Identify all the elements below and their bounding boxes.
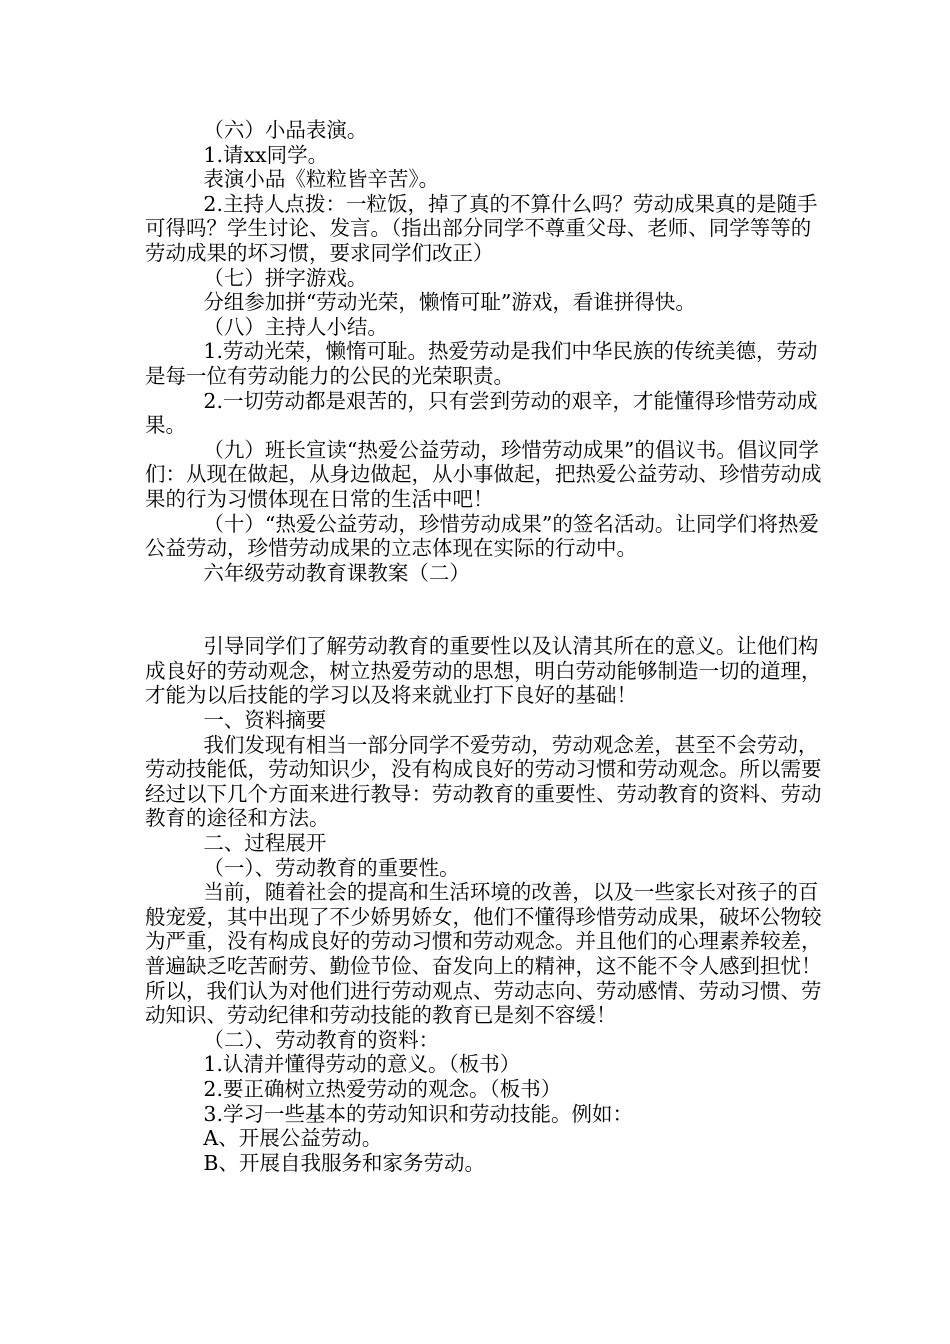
paragraph-signature-activity: （十）“热爱公益劳动，珍惜劳动成果”的签名活动。让同学们将热爱公益劳动，珍惜劳动成果的立志体现在实际的行动中。	[145, 511, 819, 561]
list-item-a: A、开展公益劳动。	[203, 1126, 383, 1151]
document-page	[145, 118, 825, 1175]
paragraph-objective: 引导同学们了解劳动教育的重要性以及认清其所在的意义。让他们构成良好的劳动观念，树立热爱劳动的思想，明白劳动能够制造一切的道理，才能为以后技能的学习以及将来就业打下良好的基础！	[145, 634, 822, 708]
list-item-2: 2.要正确树立热爱劳动的观念。（板书）	[203, 1076, 562, 1101]
heading-importance: （一）、劳动教育的重要性。	[203, 855, 460, 880]
heading-process: 二、过程展开	[203, 831, 327, 856]
paragraph-material-summary: 我们发现有相当一部分同学不爱劳动，劳动观念差，甚至不会劳动，劳动技能低，劳动知识少，没有构成良好的劳动习惯和劳动观念。所以需要经过以下几个方面来进行教导：劳动教育的重要性、劳动教育的资料、劳动教育的途径和方法。	[145, 732, 822, 831]
paragraph-invite-student: 1.请xx同学。	[203, 142, 329, 167]
heading-material-summary: 一、资料摘要	[203, 708, 327, 733]
heading-education-material: （二）、劳动教育的资料：	[203, 1027, 440, 1052]
paragraph-importance: 当前，随着社会的提高和生活环境的改善，以及一些家长对孩子的百般宠爱，其中出现了不少娇男娇女，他们不懂得珍惜劳动成果，破坏公物较为严重，没有构成良好的劳动习惯和劳动观念。并且他们的心理素养较差，普遍缺乏吃苦耐劳、勤俭节俭、奋发向上的精神，这不能不令人感到担忧！所以，我们认为对他们进行劳动观点、劳动志向、劳动感情、劳动习惯、劳动知识、劳动纪律和劳动技能的教育已是刻不容缓！	[145, 880, 822, 1028]
list-item-b: B、开展自我服务和家务劳动。	[203, 1150, 485, 1175]
section-title: 六年级劳动教育课教案（二）	[203, 560, 470, 585]
paragraph-host-summary-heading: （八）主持人小结。	[203, 314, 388, 339]
paragraph-summary-2: 2.一切劳动都是艰苦的，只有尝到劳动的艰辛，才能懂得珍惜劳动成果。	[145, 388, 818, 438]
list-item-1: 1.认清并懂得劳动的意义。（板书）	[203, 1052, 521, 1077]
paragraph-host-guidance: 2.主持人点拨：一粒饭，掉了真的不算什么吗？劳动成果真的是随手可得吗？学生讨论、发言。（指出部分同学不尊重父母、老师、同学等等的劳动成果的坏习惯，要求同学们改正）	[145, 191, 818, 265]
list-item-3: 3.学习一些基本的劳动知识和劳动技能。例如：	[203, 1101, 633, 1126]
paragraph-sketch-heading: （六）小品表演。	[203, 118, 368, 142]
paragraph-word-game-heading: （七）拼字游戏。	[203, 265, 368, 290]
paragraph-proposal: （九）班长宣读“热爱公益劳动，珍惜劳动成果”的倡议书。倡议同学们：从现在做起，从身边做起，从小事做起，把热爱公益劳动、珍惜劳动成果的行为习惯体现在日常的生活中吧！	[145, 437, 822, 511]
paragraph-sketch-title: 表演小品《粒粒皆辛苦》。	[203, 167, 440, 192]
blank-line	[145, 585, 825, 634]
paragraph-summary-1: 1.劳动光荣，懒惰可耻。热爱劳动是我们中华民族的传统美德，劳动是每一位有劳动能力的公民的光荣职责。	[145, 339, 818, 388]
paragraph-word-game: 分组参加拼“劳动光荣，懒惰可耻”游戏，看谁拼得快。	[203, 290, 696, 315]
